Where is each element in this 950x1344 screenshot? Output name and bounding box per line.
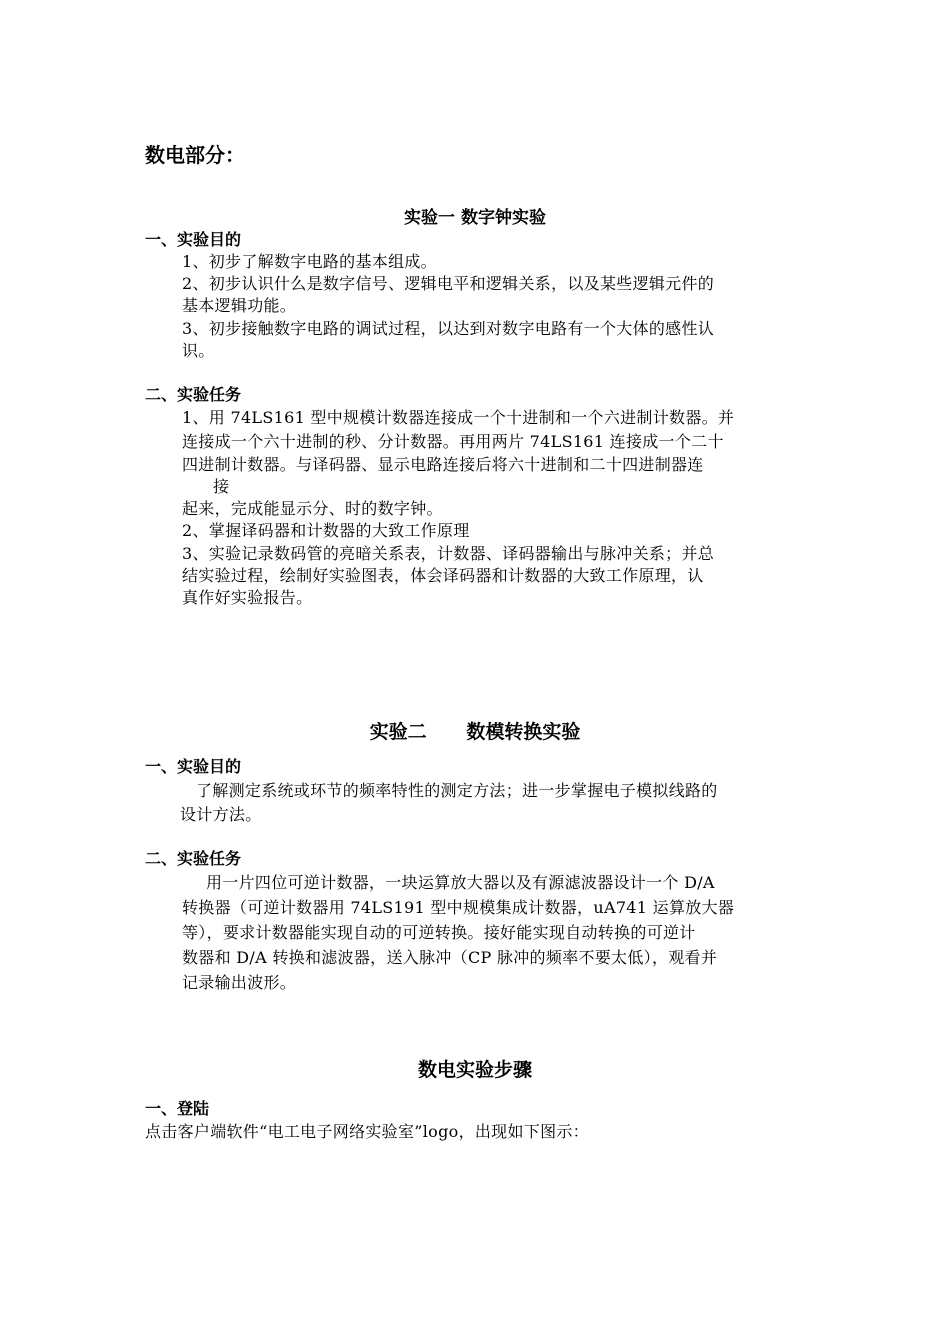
exp2-task-heading: 二、实验任务 <box>145 849 242 868</box>
exp1-purpose-line: 1、初步了解数字电路的基本组成。 <box>182 252 437 271</box>
exp1-purpose-line: 2、初步认识什么是数字信号、逻辑电平和逻辑关系，以及某些逻辑元件的 <box>182 274 715 293</box>
exp2-task-line: 等），要求计数器能实现自动的可逆转换。接好能实现自动转换的可逆计 <box>182 923 696 942</box>
exp1-task-heading: 二、实验任务 <box>145 385 242 404</box>
exp1-task-line: 真作好实验报告。 <box>182 588 313 607</box>
exp1-task-line: 四进制计数器。与译码器、显示电路连接后将六十进制和二十四进制器连 <box>182 455 704 474</box>
exp2-task-line: 转换器（可逆计数器用 74LS191 型中规模集成计数器，uA741 运算放大器 <box>182 898 735 917</box>
exp1-purpose-line: 3、初步接触数字电路的调试过程，以达到对数字电路有一个大体的感性认 <box>182 319 715 338</box>
exp1-purpose-line: 识。 <box>182 341 215 360</box>
exp2-task-line: 数器和 D/A 转换和滤波器，送入脉冲（CP 脉冲的频率不要太低），观看并 <box>182 948 718 967</box>
steps-title: 数电实验步骤 <box>417 1059 532 1081</box>
exp1-task-line: 连接成一个六十进制的秒、分计数器。再用两片 74LS161 连接成一个二十 <box>182 432 724 451</box>
exp2-purpose-heading: 一、实验目的 <box>145 757 242 776</box>
section-title: 数电部分： <box>145 143 245 167</box>
login-text: 点击客户端软件“电工电子网络实验室”logo，出现如下图示： <box>145 1122 589 1141</box>
exp1-task-line: 起来，完成能显示分、时的数字钟。 <box>182 499 443 518</box>
exp1-task-line: 接 <box>213 477 230 496</box>
exp1-task-line: 3、实验记录数码管的亮暗关系表，计数器、译码器输出与脉冲关系；并总 <box>182 544 715 563</box>
exp2-task-line: 用一片四位可逆计数器，一块运算放大器以及有源滤波器设计一个 D/A <box>206 873 715 892</box>
exp1-task-line: 2、掌握译码器和计数器的大致工作原理 <box>182 521 470 540</box>
exp1-title: 实验一 数字钟实验 <box>404 208 546 228</box>
exp1-task-line: 1、用 74LS161 型中规模计数器连接成一个十进制和一个六进制计数器。并 <box>182 408 735 427</box>
exp1-purpose-heading: 一、实验目的 <box>145 230 242 249</box>
login-heading: 一、登陆 <box>145 1099 210 1118</box>
exp2-purpose-line: 设计方法。 <box>180 805 262 824</box>
exp2-title: 实验二 数模转换实验 <box>369 721 581 743</box>
exp1-purpose-line: 基本逻辑功能。 <box>182 296 297 315</box>
exp2-purpose-line: 了解测定系统或环节的频率特性的测定方法；进一步掌握电子模拟线路的 <box>196 781 718 800</box>
exp2-task-line: 记录输出波形。 <box>182 973 297 992</box>
exp1-task-line: 结实验过程，绘制好实验图表，体会译码器和计数器的大致工作原理，认 <box>182 566 704 585</box>
